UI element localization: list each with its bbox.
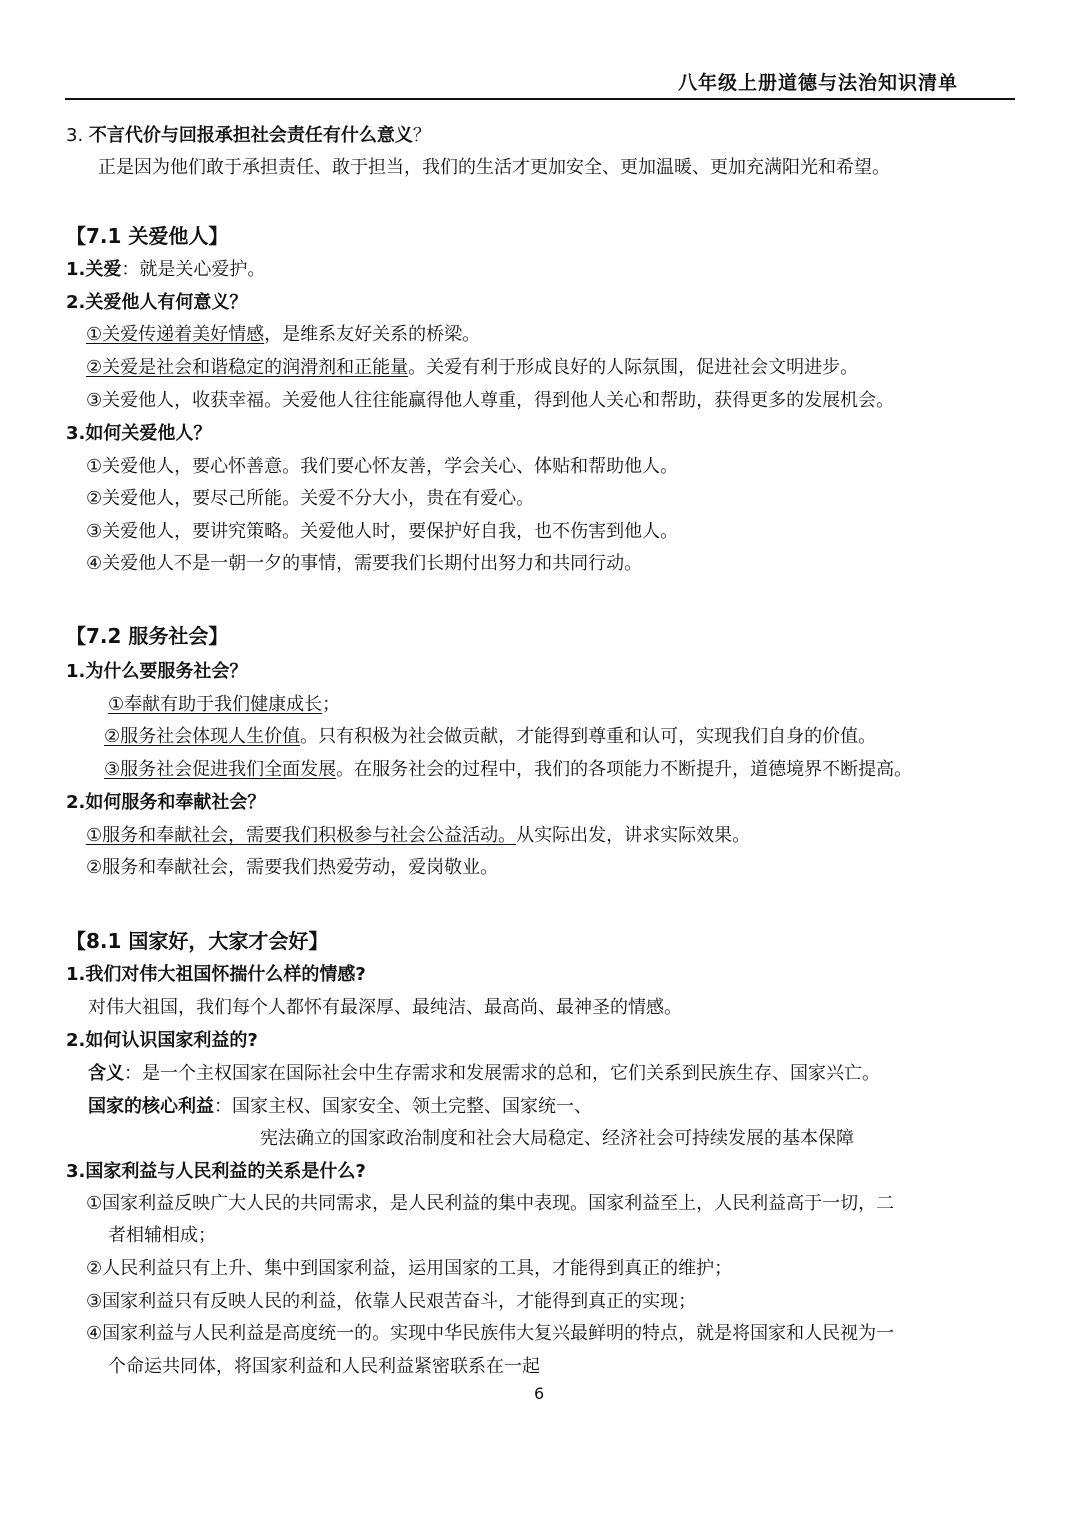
q3-answer: 正是因为他们敢于承担责任、敢于担当，我们的生活才更加安全、更加温暖、更加充满阳光和希望。 xyxy=(98,157,890,178)
q3-line xyxy=(66,124,431,148)
s72-q2-answer-1 xyxy=(86,824,750,848)
s81-q3-answer-1-line-2: 者相辅相成； xyxy=(108,1225,216,1246)
s71-q2-a1-rest: ，是维系友好关系的桥梁。 xyxy=(264,324,481,345)
s72-q1-answer-3 xyxy=(104,758,912,782)
section-7-2-title: 【7.2 服务社会】 xyxy=(66,624,229,648)
s71-q2-answer-3: ③关爱他人，收获幸福。关爱他人往往能赢得他人尊重，得到他人关心和帮助，获得更多的发展机会。 xyxy=(86,390,895,411)
s71-q1-line xyxy=(66,258,265,282)
s72-q1: 1.为什么要服务社会？ xyxy=(66,661,248,682)
s71-q2-a1-underlined: ①关爱传递着美好情感 xyxy=(86,324,265,345)
s81-q3: 3.国家利益与人民利益的关系是什么? xyxy=(66,1161,366,1182)
s71-q3-answer-3: ③关爱他人，要讲究策略。关爱他人时，要保护好自我，也不伤害到他人。 xyxy=(86,521,679,542)
s71-q3-answer-2: ②关爱他人，要尽己所能。关爱不分大小，贵在有爱心。 xyxy=(86,488,535,509)
s71-q3: 3.如何关爱他人？ xyxy=(66,423,212,444)
s72-q1-a1-underlined: ①奉献有助于我们健康成长 xyxy=(108,694,323,715)
s71-q2-a2-underlined: ②关爱是社会和谐稳定的润滑剂和正能量 xyxy=(86,357,409,378)
s72-q2-a1-rest: 从实际出发，讲求实际效果。 xyxy=(516,825,751,846)
s72-q2-a1-underlined: ①服务和奉献社会，需要我们积极参与社会公益活动。 xyxy=(86,825,517,846)
q3-question: 不言代价与回报承担社会责任有什么意义 xyxy=(88,125,413,146)
s81-q3-answer-3: ③国家利益只有反映人民的利益，依靠人民艰苦奋斗，才能得到真正的实现； xyxy=(86,1291,697,1312)
s81-q3-answer-4-line-1: ④国家利益与人民利益是高度统一的。实现中华民族伟大复兴最鲜明的特点，就是将国家和人民视为一 xyxy=(86,1323,895,1344)
s71-q1-label: 1.关爱 xyxy=(66,259,122,280)
s72-q1-answer-1 xyxy=(108,693,340,717)
s81-meaning-label: 含义 xyxy=(88,1063,124,1084)
s81-meaning-text: ：是一个主权国家在国际社会中生存需求和发展需求的总和，它们关系到民族生存、国家兴亡。 xyxy=(124,1063,880,1084)
s81-core-text-1: ：国家主权、国家安全、领土完整、国家统一、 xyxy=(214,1096,592,1117)
s71-q3-answer-1: ①关爱他人，要心怀善意。我们要心怀友善，学会关心、体贴和帮助他人。 xyxy=(86,456,679,477)
s71-q2: 2.关爱他人有何意义？ xyxy=(66,292,248,313)
s81-q3-answer-4-line-2: 个命运共同体，将国家利益和人民利益紧密联系在一起 xyxy=(108,1356,540,1377)
s72-q1-a3-underlined: ③服务社会促进我们全面发展 xyxy=(104,759,337,780)
s72-q1-a2-rest: 。只有积极为社会做贡献，才能得到尊重和认可，实现我们自身的价值。 xyxy=(300,726,877,747)
s71-q2-answer-1 xyxy=(86,323,480,347)
s71-q1-text: ：就是关心爱护。 xyxy=(121,259,266,280)
header-divider xyxy=(65,98,1015,100)
page-number: 6 xyxy=(534,1384,545,1403)
s71-q3-answer-4: ④关爱他人不是一朝一夕的事情，需要我们长期付出努力和共同行动。 xyxy=(86,553,643,574)
s72-q1-answer-2 xyxy=(104,725,876,749)
s81-q1-answer: 对伟大祖国，我们每个人都怀有最深厚、最纯洁、最高尚、最神圣的情感。 xyxy=(88,997,682,1018)
page-header-title: 八年级上册道德与法治知识清单 xyxy=(677,72,958,94)
s72-q2: 2.如何服务和奉献社会？ xyxy=(66,792,266,813)
s72-q1-a1-rest: ； xyxy=(322,694,341,715)
s81-q3-answer-2: ②人民利益只有上升、集中到国家利益，运用国家的工具，才能得到真正的维护； xyxy=(86,1258,733,1279)
q3-number: 3. xyxy=(66,125,84,146)
section-7-1-title: 【7.1 关爱他人】 xyxy=(66,224,229,248)
s81-q3-answer-1-line-1: ①国家利益反映广大人民的共同需求，是人民利益的集中表现。国家利益至上，人民利益高于一切，二 xyxy=(86,1193,895,1214)
s81-q1: 1.我们对伟大祖国怀揣什么样的情感? xyxy=(66,964,366,985)
section-8-1-title: 【8.1 国家好，大家才会好】 xyxy=(66,929,329,953)
s72-q2-answer-2: ②服务和奉献社会，需要我们热爱劳动，爱岗敬业。 xyxy=(86,857,499,878)
s81-q2: 2.如何认识国家利益的? xyxy=(66,1030,258,1051)
s72-q1-a2-underlined: ②服务社会体现人生价值 xyxy=(104,726,301,747)
s81-core-line-2: 宪法确立的国家政治制度和社会大局稳定、经济社会可持续发展的基本保障 xyxy=(260,1128,854,1149)
s71-q2-answer-2 xyxy=(86,356,858,380)
s81-core-line-1 xyxy=(88,1095,592,1119)
s72-q1-a3-rest: 。在服务社会的过程中，我们的各项能力不断提升，道德境界不断提高。 xyxy=(336,759,913,780)
q3-question-mark: ？ xyxy=(412,125,431,146)
s81-core-label: 国家的核心利益 xyxy=(88,1096,214,1117)
s71-q2-a2-rest: 。关爱有利于形成良好的人际氛围，促进社会文明进步。 xyxy=(408,357,859,378)
s81-meaning-line xyxy=(88,1062,880,1086)
